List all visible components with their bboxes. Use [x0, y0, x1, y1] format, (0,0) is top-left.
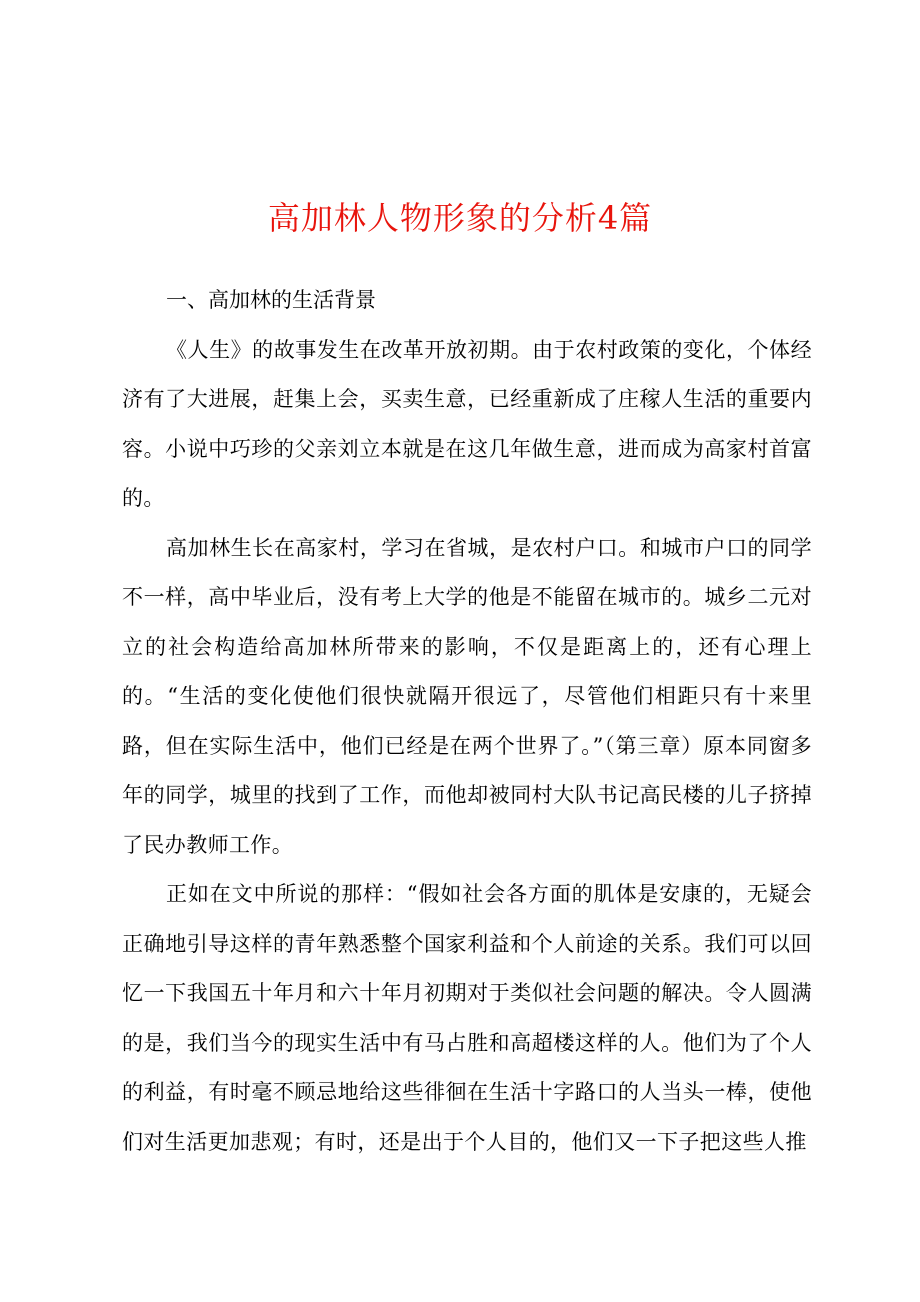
- document-title: 高加林人物形象的分析4篇: [267, 199, 653, 237]
- paragraph-3: 正如在文中所说的那样：“假如社会各方面的肌体是安康的，无疑会正确地引导这样的青年熟悉整个国家利益和个人前途的关系。我们可以回忆一下我国五十年月和六十年月初期对于类似社会问题的解决。令人圆满的是，我们当今的现实生活中有马占胜和高超楼这样的人。他们为了个人的利益，有时毫不顾忌地给这些徘徊在生活十字路口的人当头一棒，使他们对生活更加悲观；有时，还是出于个人目的，他们又一下子把这些人推: [122, 882, 812, 1154]
- paragraph-2: 高加林生长在高家村，学习在省城，是农村户口。和城市户口的同学不一样，高中毕业后，没有考上大学的他是不能留在城市的。城乡二元对立的社会构造给高加林所带来的影响，不仅是距离上的，还有心理上的。“生活的变化使他们很快就隔开很远了，尽管他们相距只有十来里路，但在实际生活中，他们已经是在两个世界了。”（第三章）原本同窗多年的同学，城里的找到了工作，而他却被同村大队书记高民楼的儿子挤掉了民办教师工作。: [122, 535, 812, 857]
- document-body: [122, 276, 812, 1167]
- section-heading: 一、高加林的生活背景: [166, 288, 376, 312]
- paragraph-1: 《人生》的故事发生在改革开放初期。由于农村政策的变化，个体经济有了大进展，赶集上会，买卖生意，已经重新成了庄稼人生活的重要内容。小说中巧珍的父亲刘立本就是在这几年做生意，进而成为高家村首富的。: [122, 337, 812, 510]
